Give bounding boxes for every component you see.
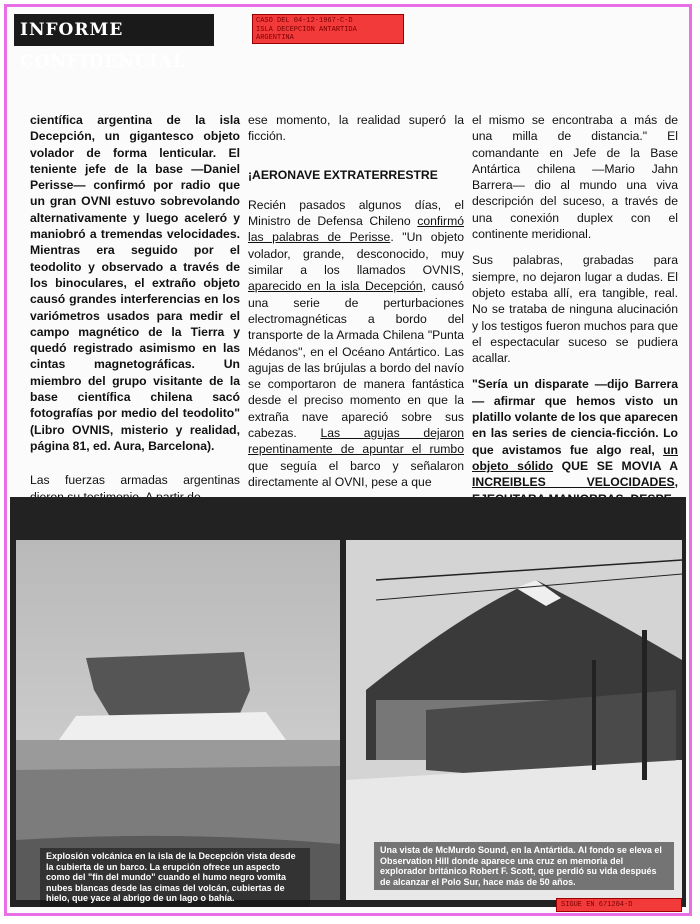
case-stamp — [252, 14, 404, 44]
article-paragraph — [472, 376, 678, 506]
underlined-text: confirmó las palabras de Perisse — [248, 214, 464, 245]
article-paragraph: ese momento, la realidad superó la ficción. — [248, 113, 464, 144]
section-subhead: ¡AERONAVE EXTRATERRESTRE — [248, 167, 438, 182]
article-paragraph — [248, 197, 464, 490]
article-column-1 — [30, 112, 240, 515]
photo-caption-right: Una vista de McMurdo Sound, en la Antártida. Al fondo se eleva el Observation Hill donde aparece una cruz en memoria del explorador británico Robert F. Scott, que perdió su vida después de alcanzar el Polo Sur, hace más de 50 años. — [374, 842, 674, 890]
text-run: Recién pasados algunos días, el Ministro de Defensa Chileno — [248, 197, 464, 229]
text-run: , causó una serie de perturbaciones electromagnéticas a bordo del transporte de la Armada Chilena "Punta Médanos", en el Océano Antártico. Las agujas de las brújulas a bordo del navío se comportaron de manera fantástica desde el preciso momento en que la extraña nave apareció sobre sus cabezas. — [248, 279, 464, 441]
case-stamp-line: ISLA DECEPCION ANTARTIDA — [256, 25, 357, 34]
article-paragraph: el mismo se encontraba a más de una milla de distancia." El comandante en Jefe de la Base Antártica chilena —Mario Jahn Barrera— dio al mundo una viva descripción del suceso, a través de una conexión duplex con el continente meridional. — [472, 113, 678, 242]
continuation-stamp: SIGUE EN 671204-D — [556, 898, 682, 912]
case-stamp-line: ARGENTINA — [256, 34, 294, 42]
report-banner: INFORME CONFIDENCIAL — [14, 14, 214, 46]
underlined-text: INCREIBLES VELOCIDADES — [472, 475, 675, 490]
article-column-3 — [472, 112, 678, 517]
volcano-photo — [16, 540, 340, 900]
text-run: , — [674, 475, 678, 490]
article-paragraph: Sus palabras, grabadas para siempre, no dejaron lugar a dudas. El objeto estaba allí, era tangible, real. No se trataba de ninguna alucinación y los testigos fueron muchos para que el espectacular suceso se pudiera acallar. — [472, 253, 678, 366]
text-run: que seguía el barco y señalaron directamente al OVNI, pese a que — [248, 458, 464, 489]
text-run: . "Un objeto volador, grande, desconocido, muy similar a los llamados OVNIS, — [248, 230, 464, 278]
text-run: QUE SE MOVIA A — [553, 458, 679, 473]
article-column-2 — [248, 112, 464, 500]
article-paragraph: Las fuerzas armadas argentinas — [30, 473, 240, 488]
underlined-text: Las agujas dejaron repentinamente de apuntar el rumbo — [248, 426, 464, 457]
case-stamp-line: CASO DEL 04-12-1967-C-D — [256, 17, 353, 25]
text-run: "Sería un disparate —dijo Barrera— afirmar que hemos visto un platillo volante de los que aparecen en las series de ciencia-ficción. Lo que avistamos fue algo real, — [472, 377, 678, 457]
underlined-text: un objeto sólido — [472, 442, 678, 473]
underlined-text: aparecido en la isla Decepción — [248, 279, 423, 294]
photo-caption-left: Explosión volcánica en la isla de la Decepción vista desde la cubierta de un barco. La erupción ofrece un aspecto como del "fin del mundo" cuando el humo negro vomita nubes blancas desde las cimas del volcán, cubiertas de hielo, que yace al abrigo de un lago o bahía. — [40, 848, 310, 907]
article-paragraph: científica argentina de la isla Decepción, un gigantesco objeto volador de forma lenticular. El teniente jefe de la base —Daniel Perisse— confirmó por radio que un gran OVNI estuvo sobrevolando alternativamente y luego aceleró y maniobró a tremendas velocidades. Mientras era seguido por el teodolito y observado a través de los binoculares, el extraño objeto causó grandes interferencias en los variómetros usados para medir el campo magnético de la Tierra y quedó registrado asimismo en las cintas magnetográficas. Un miembro del grupo visitante de la base científica chilena sacó fotografías por medio del teodolito" (Libro OVNIS, misterio y realidad, página 81, ed. Aura, Barcelona). — [30, 113, 240, 453]
